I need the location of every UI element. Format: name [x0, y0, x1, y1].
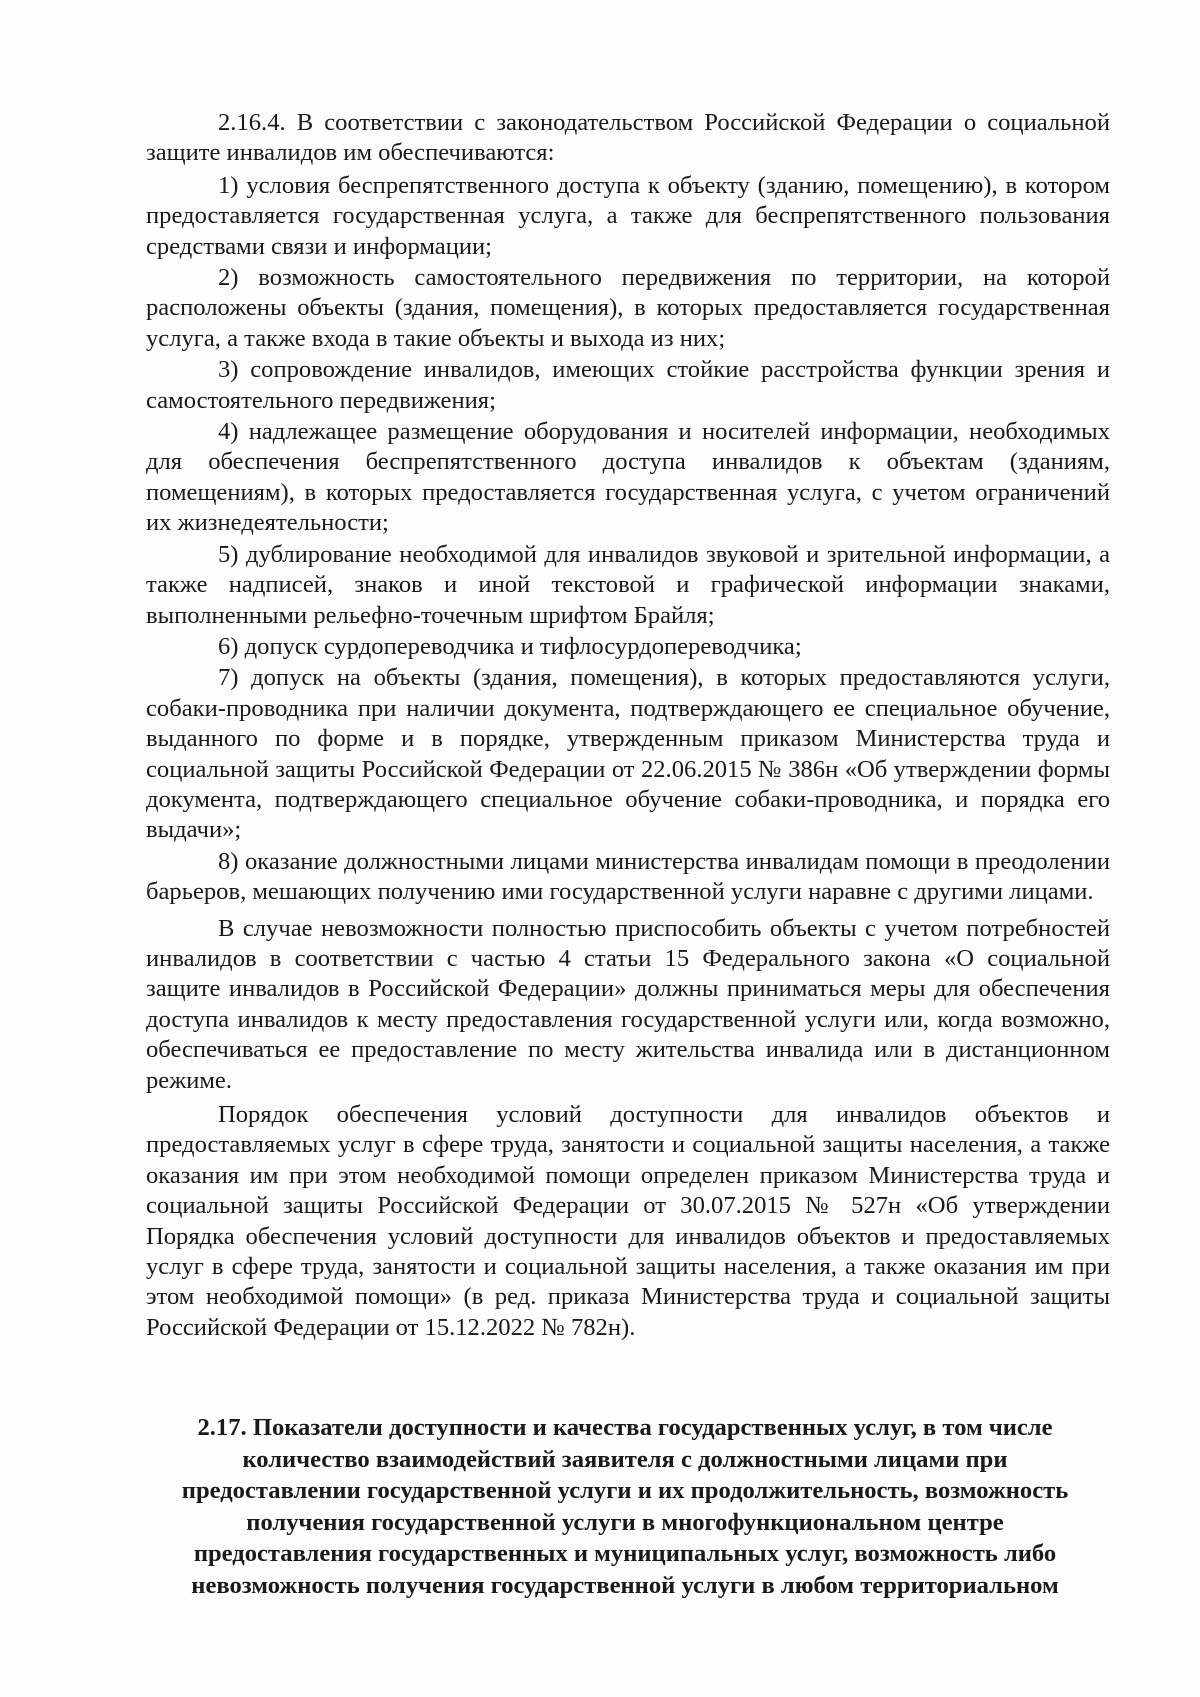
heading-line-3: предоставлении государственной услуги и их продолжительность, возможность [181, 1477, 1069, 1504]
section-heading-2-17 [140, 1412, 1110, 1601]
heading-line-1: 2.17. Показатели доступности и качества государственных услуг, в том числе [197, 1414, 1053, 1441]
heading-line-6: невозможность получения государственной услуги в любом территориальном [191, 1571, 1059, 1599]
body-text [146, 108, 1110, 1343]
list-item-5: 5) дублирование необходимой для инвалидов звуковой и зрительной информации, а также надписей, знаков и иной текстовой и графической информации знаками, выполненными рельефно-точечным шрифтом Брайля; [146, 540, 1110, 629]
list-item-4: 4) надлежащее размещение оборудования и носителей информации, необходимых для обеспечения беспрепятственного доступа инвалидов к объектам (зданиям, помещениям), в которых предоставляется государственная услуга, с учетом ограничений их жизнедеятельности; [146, 418, 1110, 537]
list-item-1: 1) условия беспрепятственного доступа к объекту (зданию, помещению), в котором предоставляется государственная услуга, а также для беспрепятственного пользования средствами связи и информации; [146, 171, 1110, 260]
list-item-8: 8) оказание должностными лицами министерства инвалидам помощи в преодолении барьеров, мешающих получению ими государственной услуги наравне с другими лицами. [146, 847, 1110, 906]
heading-line-5: предоставления государственных и муниципальных услуг, возможность либо [193, 1540, 1057, 1567]
list-item-6: 6) допуск сурдопереводчика и тифлосурдопереводчика; [218, 632, 802, 660]
paragraph-impossibility-case: В случае невозможности полностью приспособить объекты с учетом потребностей инвалидов в соответствии с частью 4 статьи 15 Федерального закона «О социальной защите инвалидов в Российской Федерации» должны приниматься меры для обеспечения доступа инвалидов к месту предоставления государственной услуги или, когда возможно, обеспечиваться ее предоставление по месту жительства инвалида или в дистанционном режиме. [146, 914, 1110, 1094]
paragraph-accessibility-order: Порядок обеспечения условий доступности для инвалидов объектов и предоставляемых услуг в сфере труда, занятости и социальной защиты населения, а также оказания им при этом необходимой помощи определен приказом Министерства труда и социальной защиты Российской Федерации от 30.07.2015 № 527н «Об утверждении Порядка обеспечения условий доступности для инвалидов объектов и предоставляемых услуг в сфере труда, занятости и социальной защиты населения, а также оказания им при этом необходимой помощи» (в ред. приказа Министерства труда и социальной защиты Российской Федерации от 15.12.2022 № 782н). [146, 1101, 1110, 1341]
paragraph-2-16-4-intro: 2.16.4. В соответствии с законодательством Российской Федерации о социальной защите инвалидов им обеспечиваются: [146, 109, 1110, 167]
list-item-3: 3) сопровождение инвалидов, имеющих стойкие расстройства функции зрения и самостоятельного передвижения; [146, 356, 1110, 414]
list-item-7: 7) допуск на объекты (здания, помещения), в которых предоставляются услуги, собаки-проводника при наличии документа, подтверждающего ее специальное обучение, выданного по форме и в порядке, утвержденным приказом Министерства труда и социальной защиты Российской Федерации от 22.06.2015 № 386н «Об утверждении формы документа, подтверждающего специальное обучение собаки-проводника, и порядка его выдачи»; [146, 664, 1110, 844]
heading-line-4: получения государственной услуги в многофункциональном центре [246, 1508, 1004, 1536]
list-item-2: 2) возможность самостоятельного передвижения по территории, на которой расположены объекты (здания, помещения), в которых предоставляется государственная услуга, а также входа в такие объекты и выхода из них; [146, 264, 1110, 352]
heading-line-2: количество взаимодействий заявителя с должностными лицами при [242, 1445, 1008, 1473]
